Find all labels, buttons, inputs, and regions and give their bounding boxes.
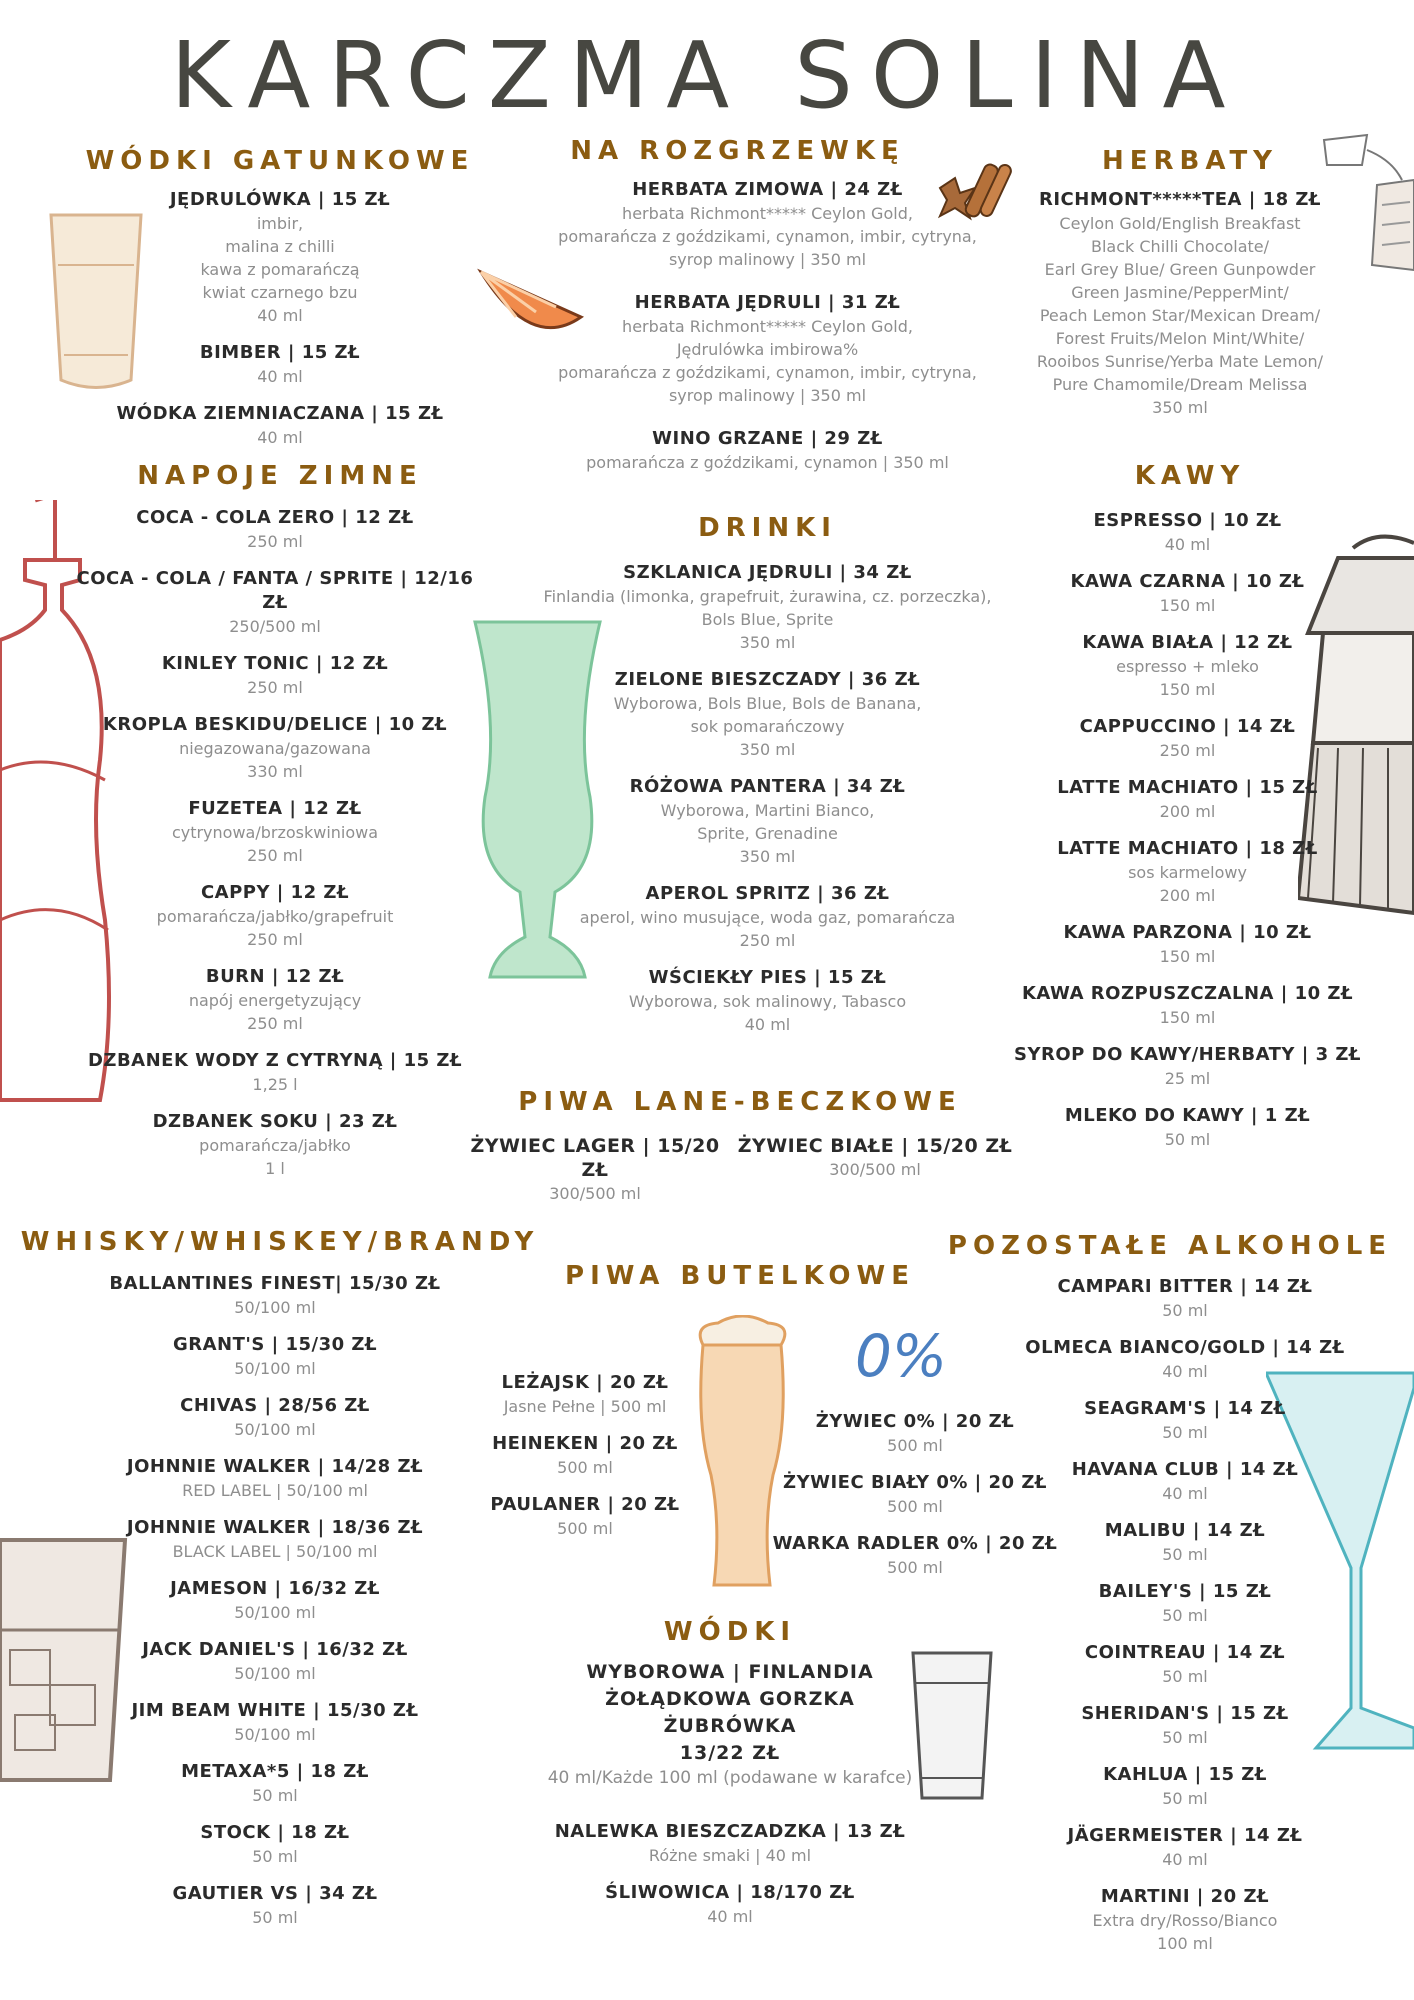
heading-pozostale-alkohole: POZOSTAŁE ALKOHOLE [947, 1231, 1393, 1261]
vodka-line: ŻOŁĄDKOWA GORZKA [605, 1688, 855, 1710]
heading-kawy: KAWY [1134, 461, 1246, 491]
list-item [1015, 1336, 1355, 1383]
item-name: STOCK | 18 ZŁ [200, 1822, 350, 1843]
wodki-gatunkowe-list [115, 188, 445, 463]
list-item [105, 1516, 445, 1563]
item-name: SYROP DO KAWY/HERBATY | 3 ZŁ [1014, 1044, 1361, 1065]
list-item [1010, 1043, 1365, 1090]
item-desc: 40 ml [257, 367, 303, 386]
item-name: GRANT'S | 15/30 ZŁ [172, 1334, 378, 1355]
item-desc: 500 ml [557, 1519, 613, 1538]
item-name: CAPPY | 12 ZŁ [200, 882, 350, 903]
item-name: JĘDRULÓWKA | 15 ZŁ [169, 189, 391, 210]
item-name: MARTINI | 20 ZŁ [1100, 1886, 1270, 1907]
item-desc: 200 ml [1159, 802, 1216, 821]
item-name: HEINEKEN | 20 ZŁ [492, 1433, 678, 1454]
piwa-lane-right [735, 1134, 1015, 1195]
item-desc: 50 ml [252, 1847, 298, 1866]
item-desc: sos karmelowy 200 ml [1128, 863, 1247, 905]
item-name: JÄGERMEISTER | 14 ZŁ [1067, 1825, 1303, 1846]
zero-percent-badge: 0% [855, 1322, 948, 1390]
pozostale-list [1015, 1275, 1355, 1969]
piwa-lane-left [455, 1134, 735, 1219]
item-desc: 150 ml [1159, 1008, 1216, 1027]
list-item [510, 882, 1025, 952]
list-item [510, 668, 1025, 761]
item-name: ESPRESSO | 10 ZŁ [1093, 510, 1282, 531]
item-desc: cytrynowa/brzoskwiniowa 250 ml [171, 823, 379, 865]
list-item [70, 713, 480, 783]
na-rozgrzewke-list [515, 178, 1020, 488]
item-desc: 50 ml [1164, 1130, 1211, 1149]
item-desc: 50 ml [1162, 1606, 1208, 1625]
list-item [1010, 188, 1350, 419]
list-item [510, 561, 1025, 654]
item-desc: herbata Richmont***** Ceylon Gold, pomarańcza z goździkami, cynamon, imbir, cytryna, syrop malinowy | 350 ml [558, 204, 977, 269]
list-item [510, 1881, 950, 1928]
item-desc: 50 ml [252, 1908, 298, 1927]
item-desc: 50 ml [1162, 1301, 1208, 1320]
list-item [510, 1820, 950, 1867]
item-desc: 50/100 ml [234, 1603, 316, 1622]
list-item [455, 1134, 735, 1205]
list-item [1010, 570, 1365, 617]
herbaty-list [1010, 188, 1350, 433]
item-desc: herbata Richmont***** Ceylon Gold, Jędrulówka imbirowa% pomarańcza z goździkami, cynamon, imbir, cytryna, syrop malinowy | 350 ml [558, 317, 977, 405]
kawy-list [1010, 509, 1365, 1165]
item-name: NALEWKA BIESZCZADZKA | 13 ZŁ [554, 1821, 906, 1842]
item-name: CHIVAS | 28/56 ZŁ [180, 1395, 370, 1416]
item-name: MLEKO DO KAWY | 1 ZŁ [1064, 1105, 1311, 1126]
item-name: CAMPARI BITTER | 14 ZŁ [1057, 1276, 1313, 1297]
list-item [1015, 1519, 1355, 1566]
item-desc: 50 ml [1162, 1545, 1208, 1564]
item-name: HAVANA CLUB | 14 ZŁ [1071, 1459, 1299, 1480]
item-name: LATTE MACHIATO | 15 ZŁ [1057, 777, 1318, 798]
list-item [70, 965, 480, 1035]
list-item [70, 1110, 480, 1180]
restaurant-title: KARCZMA SOLINA [170, 22, 1244, 129]
item-name: KAWA BIAŁA | 12 ZŁ [1082, 632, 1293, 653]
heading-wodki-gatunkowe: WÓDKI GATUNKOWE [85, 146, 475, 176]
list-item [105, 1455, 445, 1502]
item-name: COINTREAU | 14 ZŁ [1084, 1642, 1286, 1663]
item-name: KAWA ROZPUSZCZALNA | 10 ZŁ [1021, 983, 1354, 1004]
item-desc: 50 ml [1162, 1789, 1208, 1808]
item-name: ŻYWIEC BIAŁY 0% | 20 ZŁ [783, 1472, 1047, 1493]
list-item [70, 567, 480, 638]
item-name: OLMECA BIANCO/GOLD | 14 ZŁ [1025, 1337, 1345, 1358]
item-name: WARKA RADLER 0% | 20 ZŁ [772, 1533, 1058, 1554]
item-desc: Wyborowa, Martini Bianco, Sprite, Grenadine 350 ml [660, 801, 875, 866]
list-item [1015, 1702, 1355, 1749]
item-desc: 500 ml [557, 1458, 613, 1477]
item-name: DZBANEK WODY Z CYTRYNĄ | 15 ZŁ [87, 1050, 463, 1071]
item-desc: 500 ml [887, 1497, 943, 1516]
item-desc: Jasne Pełne | 500 ml [503, 1397, 667, 1416]
item-desc: 250/500 ml [229, 617, 321, 636]
list-item [70, 1049, 480, 1096]
item-name: SEAGRAM'S | 14 ZŁ [1084, 1398, 1286, 1419]
item-desc: imbir, malina z chilli kawa z pomarańczą kwiat czarnego bzu 40 ml [200, 214, 360, 325]
whisky-list [105, 1272, 445, 1943]
item-name: RICHMONT*****TEA | 18 ZŁ [1039, 189, 1321, 210]
item-desc: pomarańcza/jabłko/grapefruit 250 ml [156, 907, 394, 949]
vodka-price: 13/22 ZŁ [679, 1742, 781, 1764]
item-desc: BLACK LABEL | 50/100 ml [172, 1542, 378, 1561]
list-item [1015, 1580, 1355, 1627]
wodki-list [510, 1659, 950, 1942]
item-desc: 40 ml [1164, 535, 1211, 554]
item-desc: pomarańcza z goździkami, cynamon | 350 ml [586, 453, 949, 472]
item-name: JOHNNIE WALKER | 18/36 ZŁ [126, 1517, 424, 1538]
list-item [510, 966, 1025, 1036]
list-item [735, 1134, 1015, 1181]
item-name: JAMESON | 16/32 ZŁ [170, 1578, 380, 1599]
item-name: MALIBU | 14 ZŁ [1104, 1520, 1266, 1541]
item-desc: 250 ml [247, 532, 303, 551]
item-desc: 300/500 ml [829, 1160, 921, 1179]
item-name: ŻYWIEC BIAŁE | 15/20 ZŁ [737, 1135, 1013, 1157]
item-desc: 25 ml [1164, 1069, 1211, 1088]
list-item [515, 178, 1020, 271]
heading-drinki: DRINKI [698, 513, 837, 543]
list-item [1015, 1641, 1355, 1688]
heading-whisky: WHISKY/WHISKEY/BRANDY [20, 1227, 540, 1257]
item-desc: 50/100 ml [234, 1725, 316, 1744]
item-desc: 500 ml [887, 1436, 943, 1455]
item-name: JACK DANIEL'S | 16/32 ZŁ [142, 1639, 408, 1660]
list-item [480, 1493, 690, 1540]
heading-wodki: WÓDKI [663, 1617, 797, 1647]
item-name: GAUTIER VS | 34 ZŁ [172, 1883, 378, 1904]
list-item [1010, 1104, 1365, 1151]
heading-na-rozgrzewke: NA ROZGRZEWKĘ [570, 136, 905, 166]
item-name: KINLEY TONIC | 12 ZŁ [161, 653, 389, 674]
item-desc: 50 ml [1162, 1667, 1208, 1686]
list-item [1010, 837, 1365, 907]
list-item [70, 797, 480, 867]
item-name: KROPLA BESKIDU/DELICE | 10 ZŁ [102, 714, 448, 735]
list-item [105, 1821, 445, 1868]
item-desc: Extra dry/Rosso/Bianco 100 ml [1092, 1911, 1278, 1953]
item-name: JIM BEAM WHITE | 15/30 ZŁ [131, 1700, 419, 1721]
item-name: LEŻAJSK | 20 ZŁ [501, 1372, 669, 1393]
item-desc: 1,25 l [252, 1075, 298, 1094]
item-name: SHERIDAN'S | 15 ZŁ [1081, 1703, 1289, 1724]
item-name: ŻYWIEC 0% | 20 ZŁ [815, 1411, 1015, 1432]
list-item [70, 652, 480, 699]
heading-piwa-butelkowe: PIWA BUTELKOWE [565, 1261, 915, 1291]
item-name: DZBANEK SOKU | 23 ZŁ [152, 1111, 398, 1132]
item-name: RÓŻOWA PANTERA | 34 ZŁ [629, 776, 906, 797]
item-name: WINO GRZANE | 29 ZŁ [652, 428, 883, 449]
item-name: KAWA CZARNA | 10 ZŁ [1070, 571, 1305, 592]
list-item [70, 506, 480, 553]
list-item [1010, 776, 1365, 823]
item-name: WÓDKA ZIEMNIACZANA | 15 ZŁ [116, 403, 444, 424]
list-item [105, 1333, 445, 1380]
heading-napoje-zimne: NAPOJE ZIMNE [137, 461, 423, 491]
item-desc: espresso + mleko 150 ml [1116, 657, 1259, 699]
item-desc: niegazowana/gazowana 330 ml [179, 739, 371, 781]
list-item [1010, 921, 1365, 968]
item-desc: Różne smaki | 40 ml [648, 1846, 812, 1865]
list-item [510, 775, 1025, 868]
list-item [105, 1577, 445, 1624]
item-name: PAULANER | 20 ZŁ [490, 1494, 680, 1515]
item-desc: pomarańcza/jabłko 1 l [199, 1136, 351, 1178]
item-name: BAILEY'S | 15 ZŁ [1098, 1581, 1272, 1602]
list-item [105, 1699, 445, 1746]
item-desc: 40 ml [1162, 1362, 1208, 1381]
list-item [105, 1882, 445, 1929]
item-name: LATTE MACHIATO | 18 ZŁ [1057, 838, 1318, 859]
item-desc: Wyborowa, Bols Blue, Bols de Banana, sok pomarańczowy 350 ml [613, 694, 922, 759]
item-desc: 250 ml [1159, 741, 1216, 760]
list-item [115, 188, 445, 327]
item-desc: 500 ml [887, 1558, 943, 1577]
heading-piwa-lane: PIWA LANE-BECZKOWE [518, 1087, 962, 1117]
item-name: SZKLANICA JĘDRULI | 34 ZŁ [623, 562, 912, 583]
item-desc: 40 ml [707, 1907, 753, 1926]
item-desc: 150 ml [1159, 596, 1216, 615]
list-item [70, 881, 480, 951]
item-desc: 300/500 ml [549, 1184, 641, 1203]
item-name: ŚLIWOWICA | 18/170 ZŁ [605, 1882, 855, 1903]
list-item [105, 1272, 445, 1319]
piwa-butelkowe-left [480, 1371, 690, 1554]
item-desc: 50/100 ml [234, 1359, 316, 1378]
item-desc: 250 ml [247, 678, 303, 697]
item-desc: 40 ml [257, 428, 303, 447]
drinki-list [510, 561, 1025, 1050]
list-item [515, 291, 1020, 407]
item-name: ŻYWIEC LAGER | 15/20 ZŁ [470, 1135, 720, 1181]
list-item [1015, 1458, 1355, 1505]
item-name: KAHLUA | 15 ZŁ [1103, 1764, 1267, 1785]
item-desc: RED LABEL | 50/100 ml [182, 1481, 368, 1500]
list-item [1015, 1397, 1355, 1444]
item-desc: 50 ml [252, 1786, 298, 1805]
list-item [480, 1371, 690, 1418]
item-desc: 150 ml [1159, 947, 1216, 966]
vodka-line: ŻUBRÓWKA [663, 1715, 797, 1737]
napoje-zimne-list [70, 506, 480, 1194]
item-name: APEROL SPRITZ | 36 ZŁ [645, 883, 890, 904]
list-item [105, 1394, 445, 1441]
item-name: ZIELONE BIESZCZADY | 36 ZŁ [614, 669, 921, 690]
item-name: CAPPUCCINO | 14 ZŁ [1079, 716, 1296, 737]
list-item [515, 427, 1020, 474]
list-item [1010, 509, 1365, 556]
list-item [1015, 1763, 1355, 1810]
list-item [105, 1760, 445, 1807]
list-item [480, 1432, 690, 1479]
list-item [115, 402, 445, 449]
item-desc: 50/100 ml [234, 1664, 316, 1683]
item-desc: 50/100 ml [234, 1420, 316, 1439]
item-desc: Finlandia (limonka, grapefruit, żurawina, cz. porzeczka), Bols Blue, Sprite 350 ml [543, 587, 992, 652]
item-desc: Wyborowa, sok malinowy, Tabasco 40 ml [628, 992, 907, 1034]
item-name: BURN | 12 ZŁ [205, 966, 345, 987]
heading-herbaty: HERBATY [1101, 146, 1279, 176]
item-desc: 50 ml [1162, 1728, 1208, 1747]
item-name: BALLANTINES FINEST| 15/30 ZŁ [109, 1273, 441, 1294]
item-desc: 50/100 ml [234, 1298, 316, 1317]
item-name: FUZETEA | 12 ZŁ [188, 798, 362, 819]
list-item [1015, 1275, 1355, 1322]
vodka-line: WYBOROWA | FINLANDIA [586, 1661, 874, 1683]
item-name: BIMBER | 15 ZŁ [199, 342, 361, 363]
list-item [1010, 715, 1365, 762]
list-item [115, 341, 445, 388]
list-item [1010, 982, 1365, 1029]
list-item [105, 1638, 445, 1685]
item-name: METAXA*5 | 18 ZŁ [181, 1761, 369, 1782]
item-desc: 40 ml [1162, 1484, 1208, 1503]
item-desc: Ceylon Gold/English Breakfast Black Chilli Chocolate/ Earl Grey Blue/ Green Gunpowder Green Jasmine/PepperMint/ Peach Lemon Star/Mexican Dream/ Forest Fruits/Melon Mint/White/ Rooibos Sunrise/Yerba Mate Lemon/ Pure Chamomile/Dream Melissa 350 ml [1036, 214, 1324, 417]
item-desc: napój energetyzujący 250 ml [188, 991, 362, 1033]
item-desc: 40 ml [1162, 1850, 1208, 1869]
item-name: WŚCIEKŁY PIES | 15 ZŁ [648, 967, 887, 988]
item-name: JOHNNIE WALKER | 14/28 ZŁ [126, 1456, 424, 1477]
item-name: HERBATA JĘDRULI | 31 ZŁ [634, 292, 901, 313]
item-name: COCA - COLA ZERO | 12 ZŁ [136, 507, 414, 528]
item-desc: 50 ml [1162, 1423, 1208, 1442]
vodka-desc: 40 ml/Każde 100 ml (podawane w karafce) [547, 1768, 913, 1788]
list-item [1015, 1885, 1355, 1955]
list-item [1015, 1824, 1355, 1871]
item-name: HERBATA ZIMOWA | 24 ZŁ [632, 179, 903, 200]
item-name: COCA - COLA / FANTA / SPRITE | 12/16 ZŁ [76, 568, 474, 613]
item-desc: aperol, wino musujące, woda gaz, pomarańcza 250 ml [579, 908, 956, 950]
item-name: KAWA PARZONA | 10 ZŁ [1063, 922, 1312, 943]
list-item [1010, 631, 1365, 701]
